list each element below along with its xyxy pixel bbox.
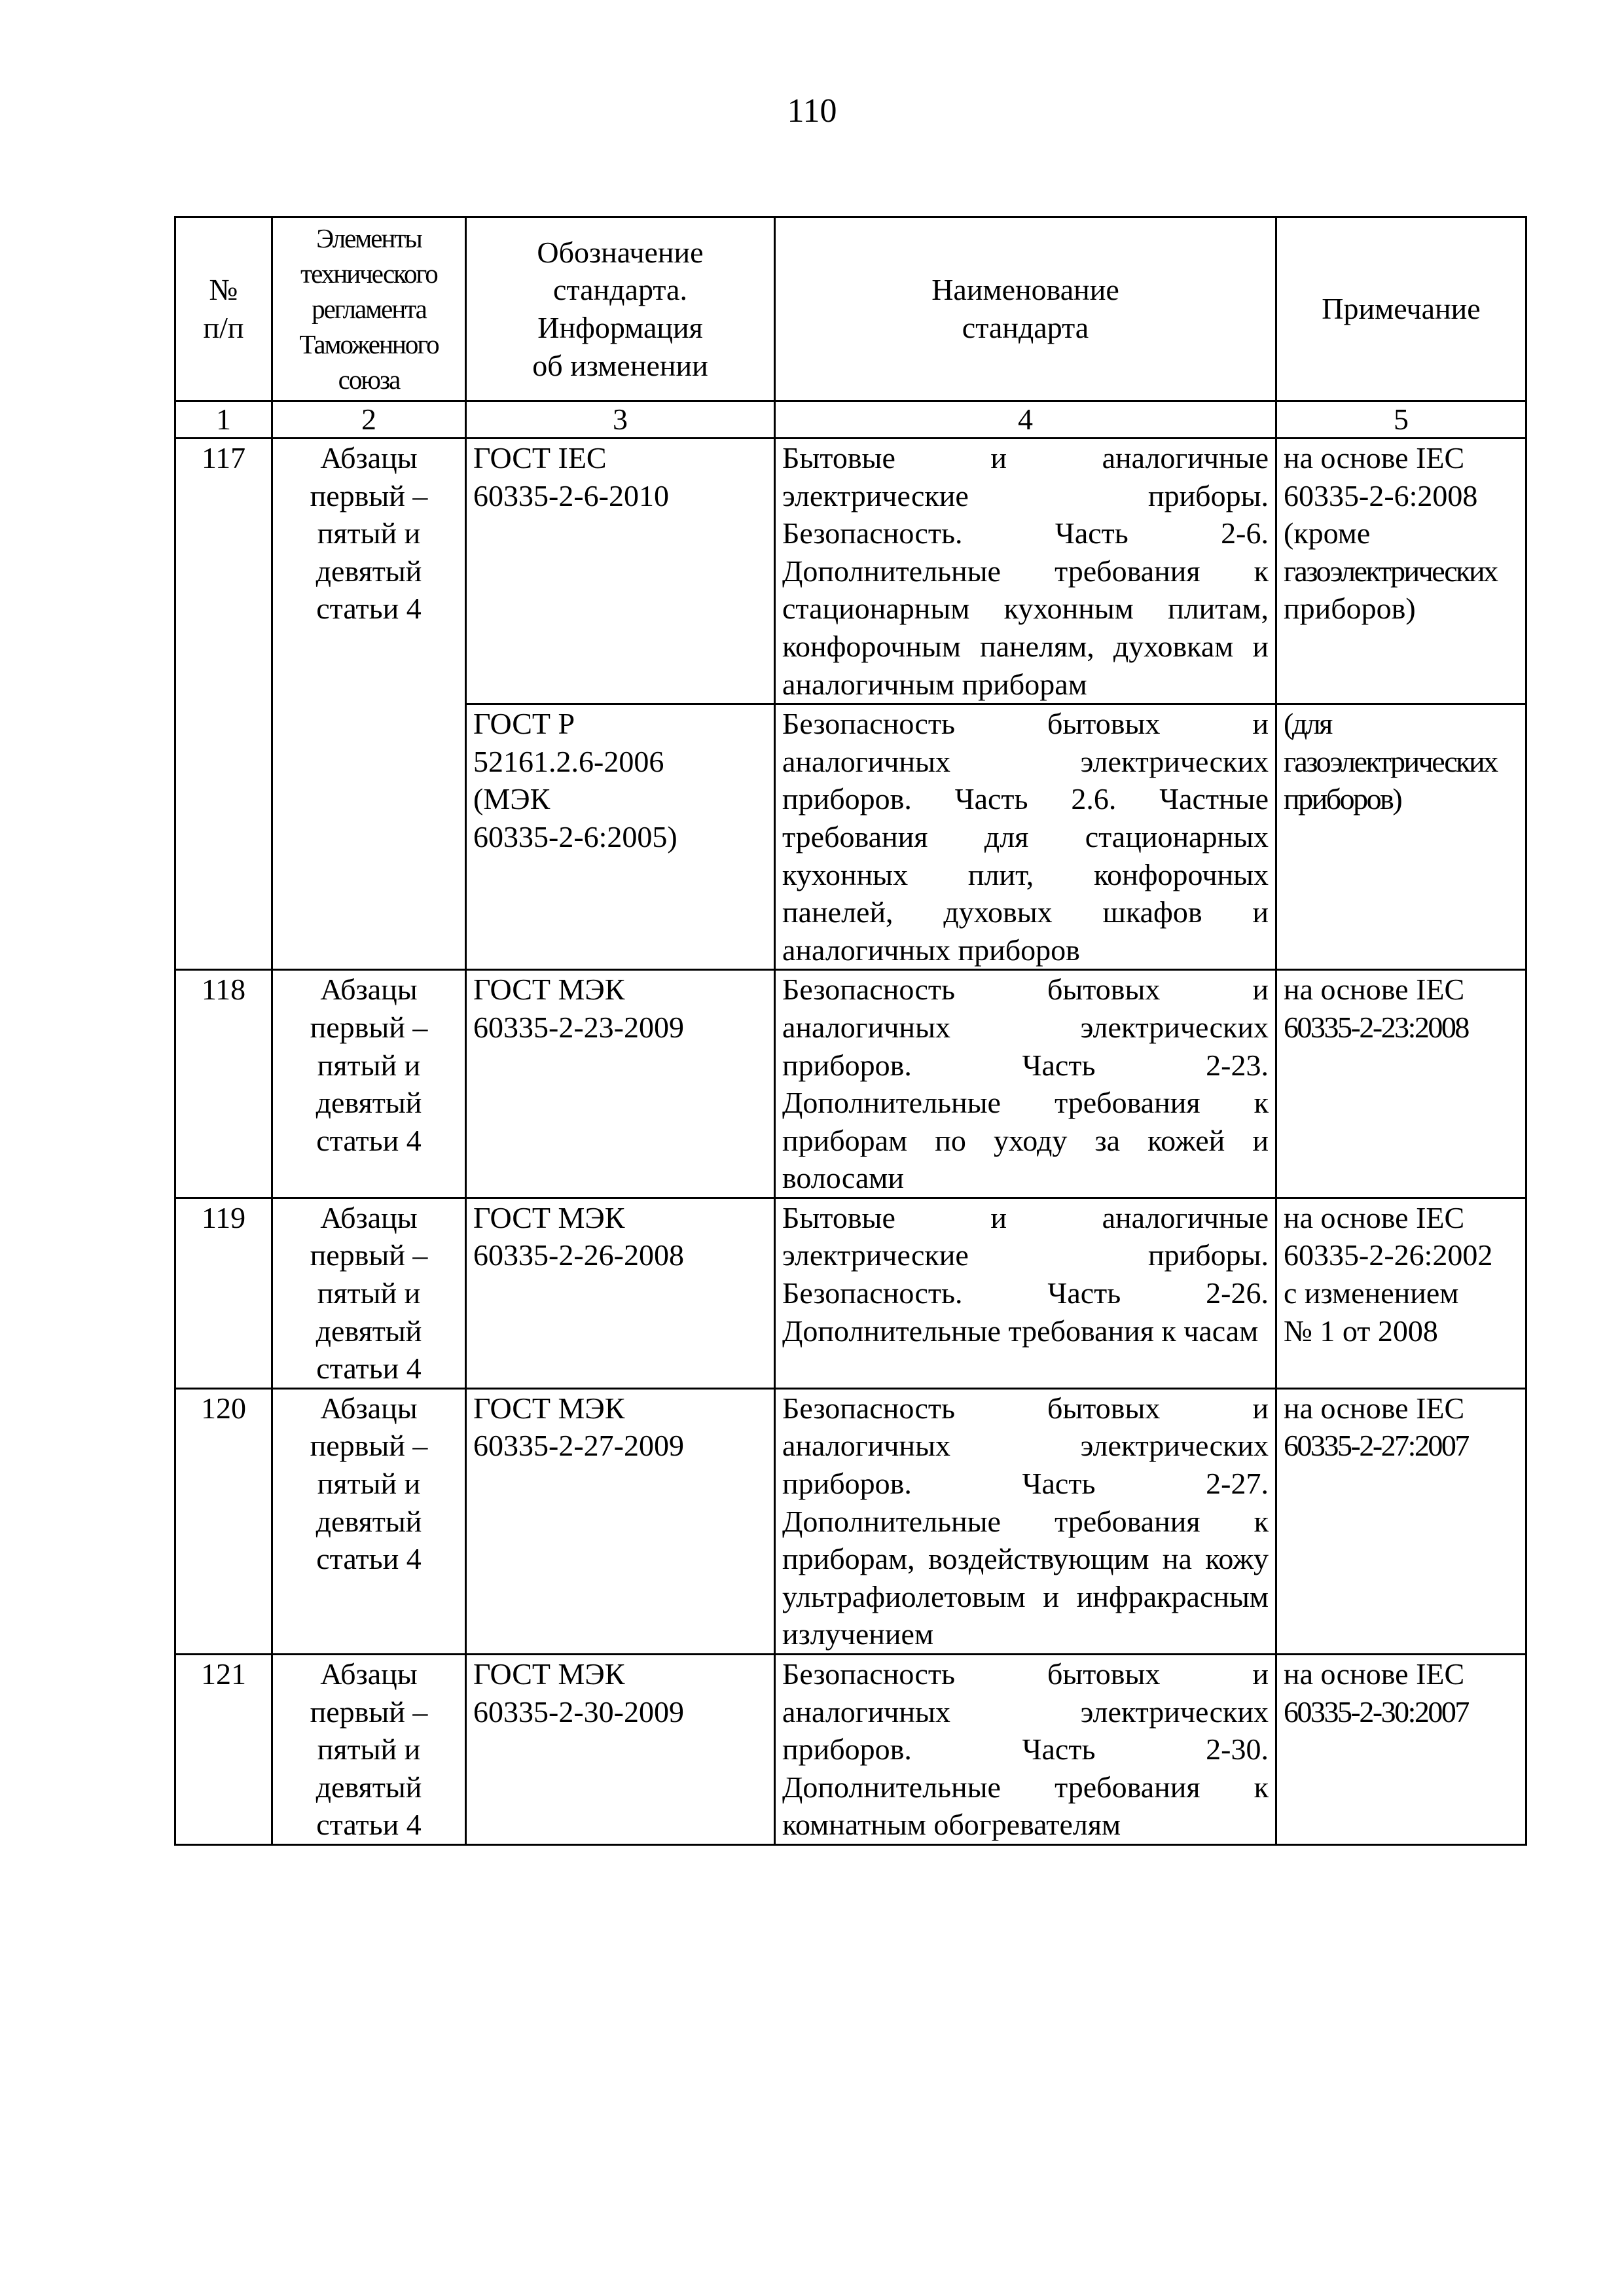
row-number: 118 [175,970,272,1198]
standard-designation: ГОСТ Р 52161.2.6-2006 (МЭК 60335-2-6:2005) [466,704,775,970]
standard-designation: ГОСТ МЭК 60335-2-27-2009 [466,1388,775,1654]
standard-note: на основе IEC 60335-2-26:2002 с изменением № 1 от 2008 [1276,1198,1526,1388]
column-number: 1 [175,401,272,439]
table-row [175,439,1526,704]
regulation-elements: Абзацы первый – пятый и девятый статьи 4 [272,1198,466,1388]
standard-note: на основе IEC 60335-2-27:2007 [1276,1388,1526,1654]
standard-name: Безопасность бытовых и аналогичных электрических приборов. Часть 2-23. Дополнительные требования к приборам по уходу за кожей и волосами [775,970,1276,1198]
header-regulation-elements: Элементы технического регламента Таможенного союза [272,217,466,401]
standard-note: (для газоэлектрических приборов) [1276,704,1526,970]
page-number: 110 [787,92,837,130]
table-row [175,970,1526,1198]
standard-designation: ГОСТ МЭК 60335-2-23-2009 [466,970,775,1198]
row-number: 121 [175,1655,272,1845]
header-standard-name: Наименование стандарта [775,217,1276,401]
header-note: Примечание [1276,217,1526,401]
column-number: 5 [1276,401,1526,439]
table-row [175,1655,1526,1845]
row-number: 119 [175,1198,272,1388]
standard-name: Безопасность бытовых и аналогичных электрических приборов. Часть 2-30. Дополнительные требования к комнатным обогревателям [775,1655,1276,1845]
standard-name: Бытовые и аналогичные электрические приборы. Безопасность. Часть 2-6. Дополнительные требования к стационарным кухонным плитам, конфорочным панелям, духовкам и аналогичным приборам [775,439,1276,704]
header-standard-designation: Обозначение стандарта. Информация об изменении [466,217,775,401]
column-number-row [175,401,1526,439]
header-number: № п/п [175,217,272,401]
row-number: 120 [175,1388,272,1654]
column-number: 2 [272,401,466,439]
regulation-elements: Абзацы первый – пятый и девятый статьи 4 [272,1655,466,1845]
column-number: 4 [775,401,1276,439]
table-row [175,1198,1526,1388]
standard-name: Безопасность бытовых и аналогичных электрических приборов. Часть 2-27. Дополнительные требования к приборам, воздействующим на кожу ультрафиолетовым и инфракрасным излучением [775,1388,1276,1654]
standard-name: Безопасность бытовых и аналогичных электрических приборов. Часть 2.6. Частные требования для стационарных кухонных плит, конфорочных панелей, духовых шкафов и аналогичных приборов [775,704,1276,970]
standard-note: на основе IEC 60335-2-23:2008 [1276,970,1526,1198]
standard-designation: ГОСТ МЭК 60335-2-26-2008 [466,1198,775,1388]
standard-note: на основе IEC 60335-2-30:2007 [1276,1655,1526,1845]
regulation-elements: Абзацы первый – пятый и девятый статьи 4 [272,439,466,970]
table-row [175,1388,1526,1654]
standard-designation: ГОСТ МЭК 60335-2-30-2009 [466,1655,775,1845]
standard-designation: ГОСТ IEC 60335-2-6-2010 [466,439,775,704]
column-number: 3 [466,401,775,439]
regulation-elements: Абзацы первый – пятый и девятый статьи 4 [272,970,466,1198]
standard-note: на основе IEC 60335-2-6:2008 (кроме газоэлектрических приборов) [1276,439,1526,704]
regulation-elements: Абзацы первый – пятый и девятый статьи 4 [272,1388,466,1654]
table-header-row [175,217,1526,401]
row-number: 117 [175,439,272,970]
standards-table [174,216,1527,1846]
standard-name: Бытовые и аналогичные электрические приборы. Безопасность. Часть 2-26. Дополнительные требования к часам [775,1198,1276,1388]
